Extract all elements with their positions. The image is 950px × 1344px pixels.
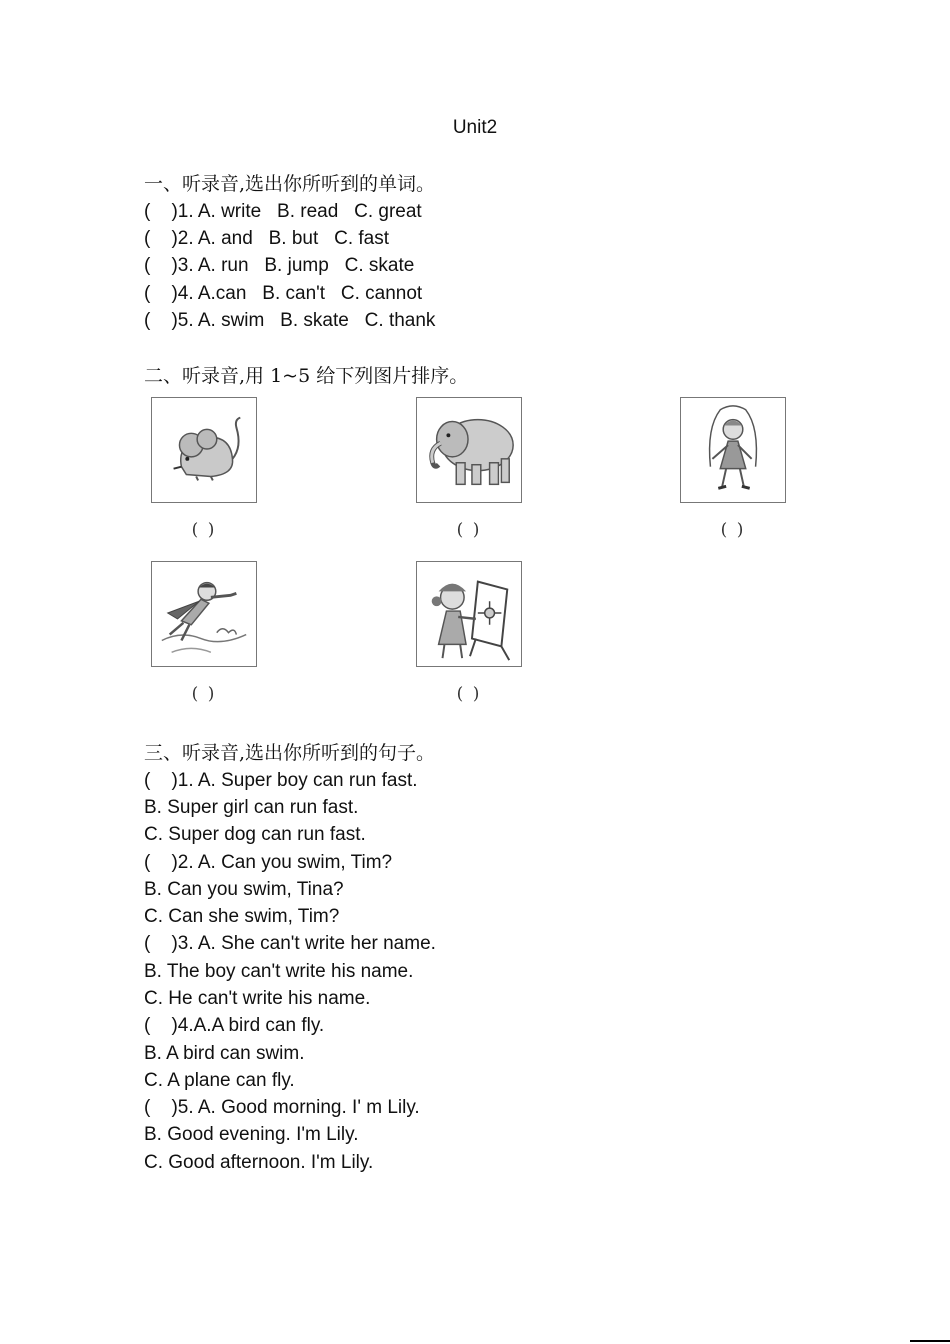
section3-line: B. Super girl can run fast. (144, 797, 359, 818)
section3-line: C. Super dog can run fast. (144, 824, 366, 845)
page-corner-mark (910, 1340, 950, 1342)
section3-line: B. Good evening. I'm Lily. (144, 1124, 359, 1145)
section3-line: C. Good afternoon. I'm Lily. (144, 1152, 374, 1173)
section1-item: ( )3. A. run B. jump C. skate (144, 255, 415, 276)
section3-line: ( )4.A.A bird can fly. (144, 1015, 325, 1036)
section3-line: C. He can't write his name. (144, 988, 371, 1009)
section3-line: ( )2. A. Can you swim, Tim? (144, 852, 393, 873)
picture-blank: ( ) (456, 684, 482, 704)
elephant-picture (416, 397, 522, 503)
section2-heading: 二、听录音,用 1~5 给下列图片排序。 (144, 365, 469, 387)
page-title: Unit2 (452, 117, 498, 138)
picture-blank: ( ) (720, 520, 746, 540)
section3-line: C. Can she swim, Tim? (144, 906, 340, 927)
section3-line: ( )5. A. Good morning. I' m Lily. (144, 1097, 420, 1118)
section1-item: ( )5. A. swim B. skate C. thank (144, 310, 436, 331)
picture-blank: ( ) (456, 520, 482, 540)
section3-line: B. The boy can't write his name. (144, 961, 414, 982)
section1-item: ( )4. A.can B. can't C. cannot (144, 283, 423, 304)
superhero-flying-picture (151, 561, 257, 667)
section3-line: ( )1. A. Super boy can run fast. (144, 770, 418, 791)
picture-blank: ( ) (191, 684, 217, 704)
mouse-picture (151, 397, 257, 503)
section1-item: ( )2. A. and B. but C. fast (144, 228, 389, 249)
section3-line: ( )3. A. She can't write her name. (144, 933, 436, 954)
section3-line: C. A plane can fly. (144, 1070, 295, 1091)
picture-blank: ( ) (191, 520, 217, 540)
section3-line: B. Can you swim, Tina? (144, 879, 344, 900)
section1-heading: 一、听录音,选出你所听到的单词。 (144, 173, 436, 195)
girl-skipping-rope-picture (680, 397, 786, 503)
section1-item: ( )1. A. write B. read C. great (144, 201, 422, 222)
girl-drawing-picture (416, 561, 522, 667)
section3-line: B. A bird can swim. (144, 1043, 305, 1064)
section3-heading: 三、听录音,选出你所听到的句子。 (144, 742, 436, 764)
